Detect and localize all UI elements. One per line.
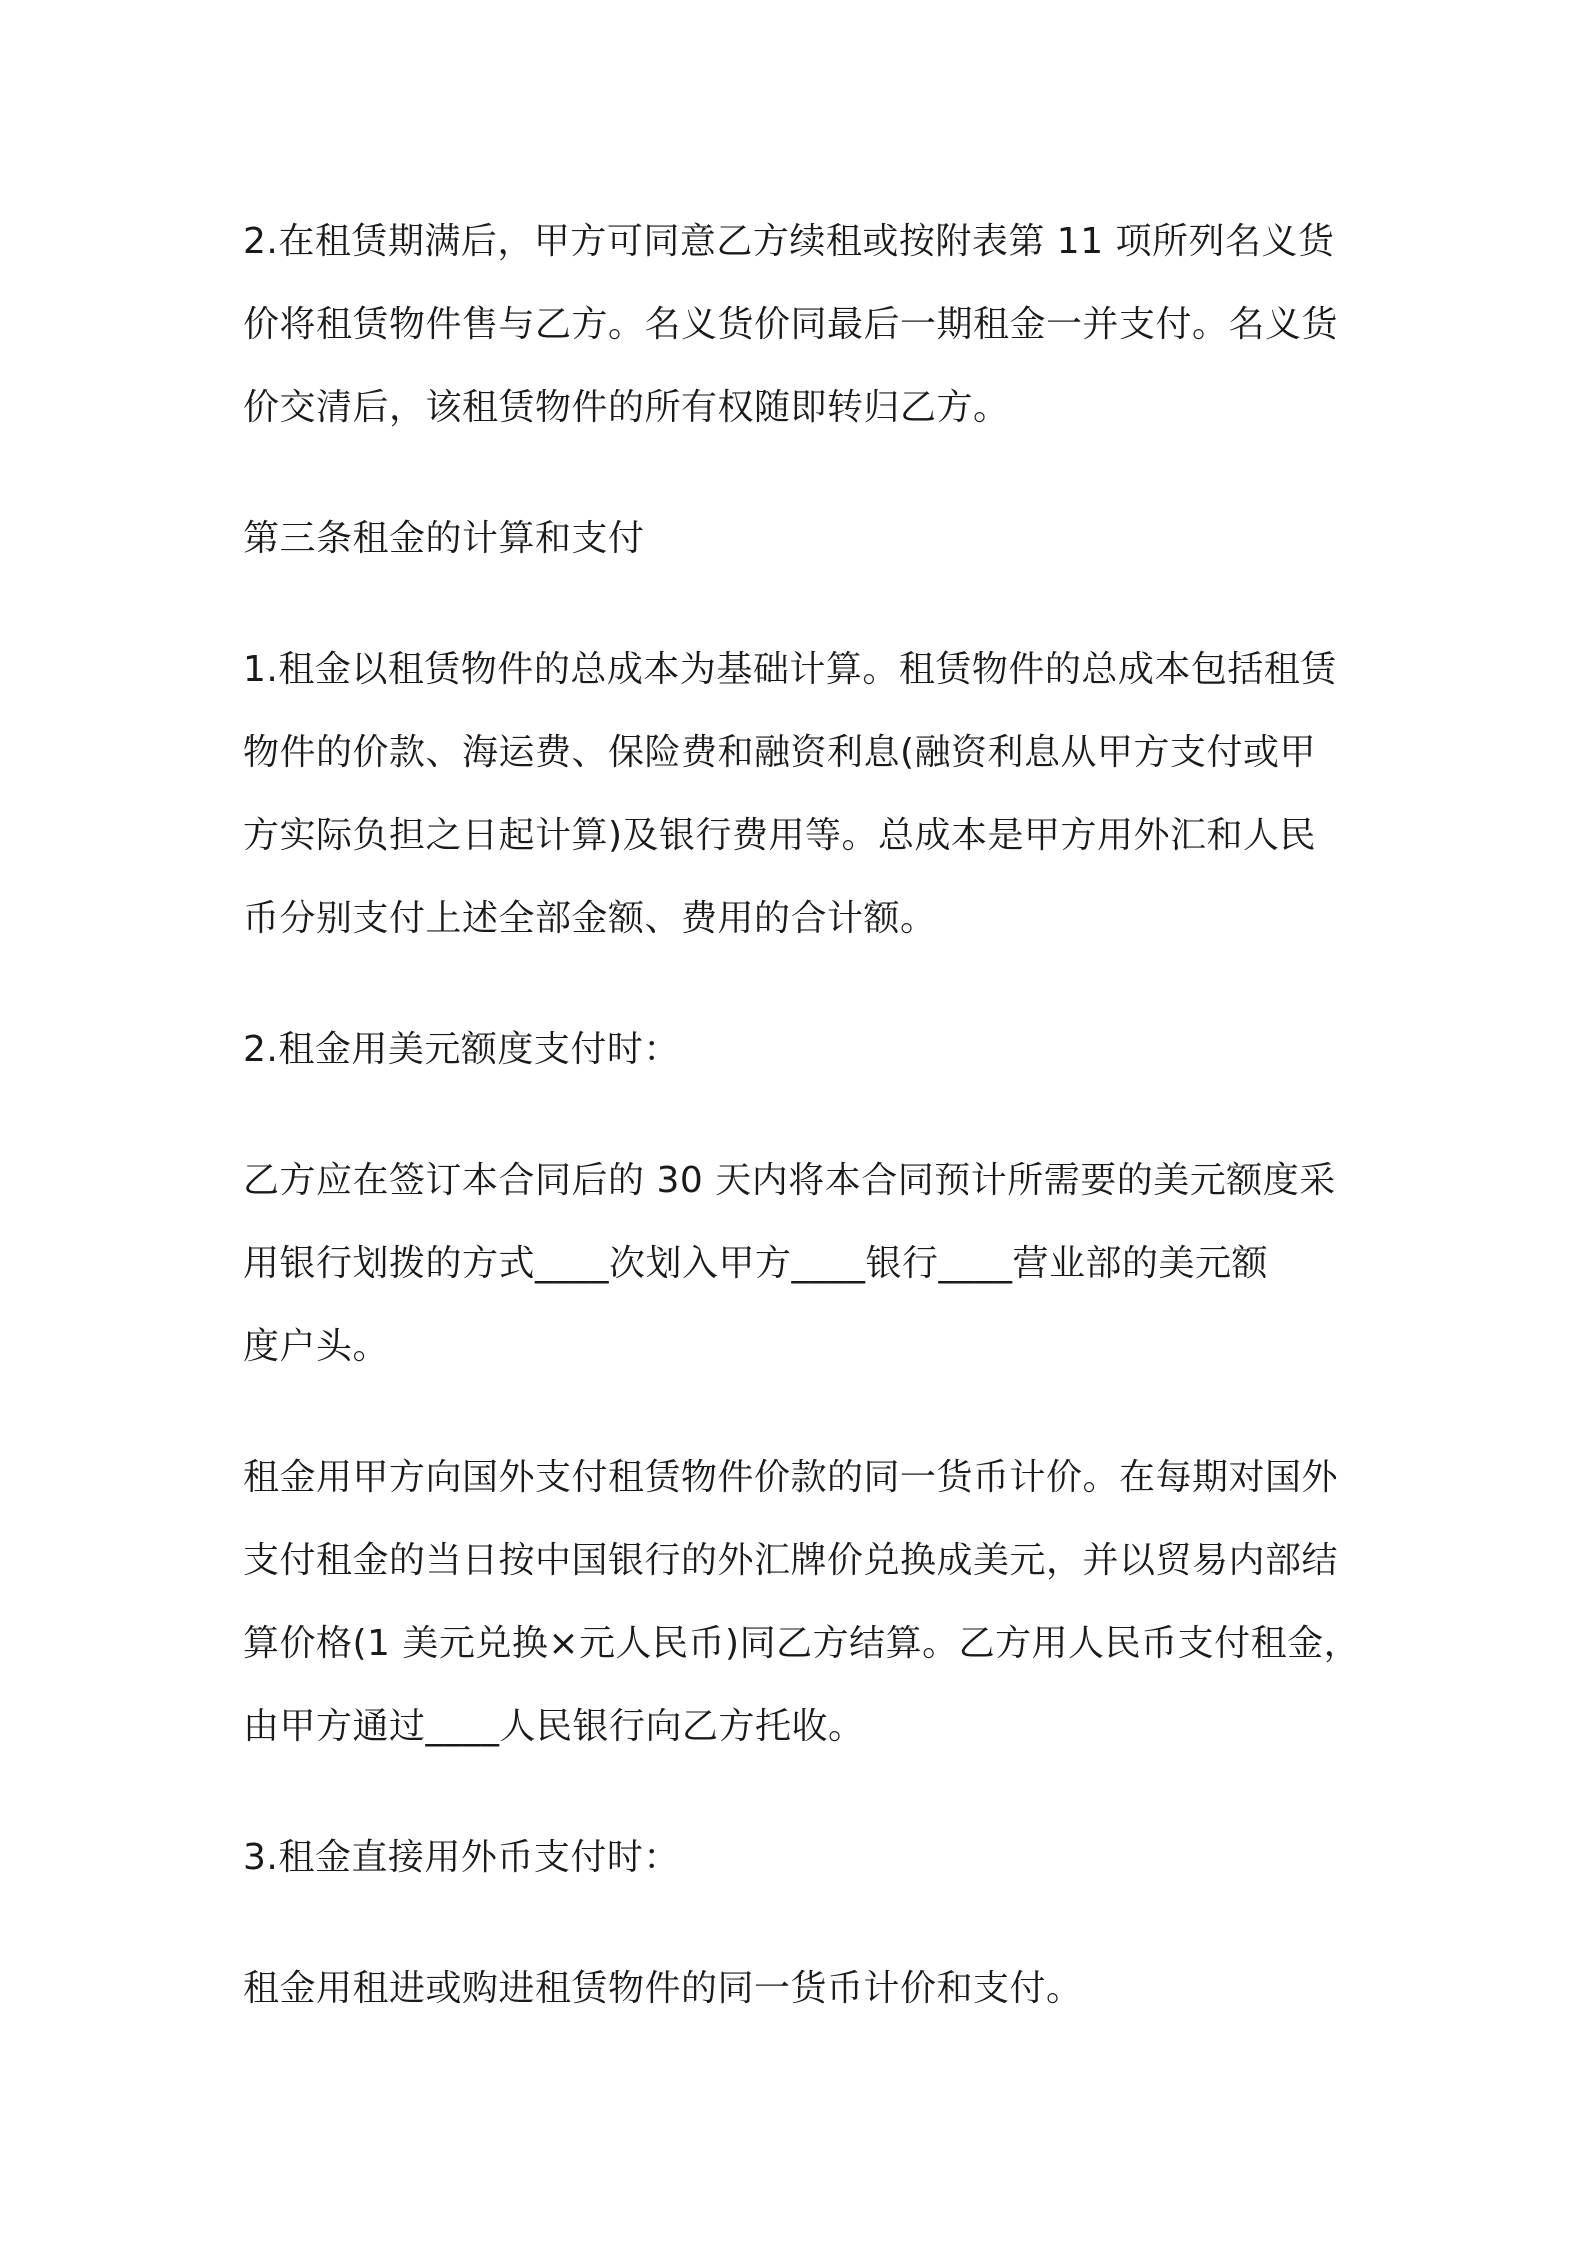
text-line: 租金用甲方向国外支付租赁物件价款的同一货币计价。在每期对国外 bbox=[243, 1457, 1339, 1498]
text-line: 用银行划拨的方式____次划入甲方____银行____营业部的美元额 bbox=[243, 1243, 1269, 1284]
text-line: 算价格(1 美元兑换×元人民币)同乙方结算。乙方用人民币支付租金， bbox=[243, 1623, 1361, 1664]
text-line: 度户头。 bbox=[243, 1326, 390, 1367]
text-line: 2.在租赁期满后，甲方可同意乙方续租或按附表第 11 项所列名义货 bbox=[243, 221, 1335, 262]
text-line: 价将租赁物件售与乙方。名义货价同最后一期租金一并支付。名义货 bbox=[243, 304, 1339, 345]
text-line: 币分别支付上述全部金额、费用的合计额。 bbox=[243, 898, 937, 939]
text-line: 2.租金用美元额度支付时： bbox=[243, 1029, 680, 1070]
text-line: 3.租金直接用外币支付时： bbox=[243, 1837, 680, 1878]
text-line: 价交清后，该租赁物件的所有权随即转归乙方。 bbox=[243, 387, 1010, 428]
text-line: 第三条租金的计算和支付 bbox=[243, 518, 645, 559]
paragraph-foreign-currency-pricing bbox=[243, 1947, 1368, 2030]
text-line: 支付租金的当日按中国银行的外汇牌价兑换成美元，并以贸易内部结 bbox=[243, 1540, 1339, 1581]
paragraph-rent-basis bbox=[243, 628, 1368, 960]
text-line: 物件的价款、海运费、保险费和融资利息(融资利息从甲方支付或甲 bbox=[243, 732, 1317, 773]
article-3-heading bbox=[243, 497, 1368, 580]
paragraph-renewal bbox=[243, 200, 1368, 449]
text-line: 由甲方通过____人民银行向乙方托收。 bbox=[243, 1706, 865, 1747]
document-page bbox=[243, 200, 1368, 2030]
text-line: 方实际负担之日起计算)及银行费用等。总成本是甲方用外汇和人民 bbox=[243, 815, 1317, 856]
usd-quota-heading bbox=[243, 1008, 1368, 1091]
text-line: 租金用租进或购进租赁物件的同一货币计价和支付。 bbox=[243, 1968, 1083, 2009]
paragraph-currency-pricing bbox=[243, 1436, 1368, 1768]
foreign-currency-heading bbox=[243, 1816, 1368, 1899]
text-line: 1.租金以租赁物件的总成本为基础计算。租赁物件的总成本包括租赁 bbox=[243, 649, 1337, 690]
paragraph-usd-quota-transfer bbox=[243, 1139, 1368, 1388]
text-line: 乙方应在签订本合同后的 30 天内将本合同预计所需要的美元额度采 bbox=[243, 1160, 1336, 1201]
